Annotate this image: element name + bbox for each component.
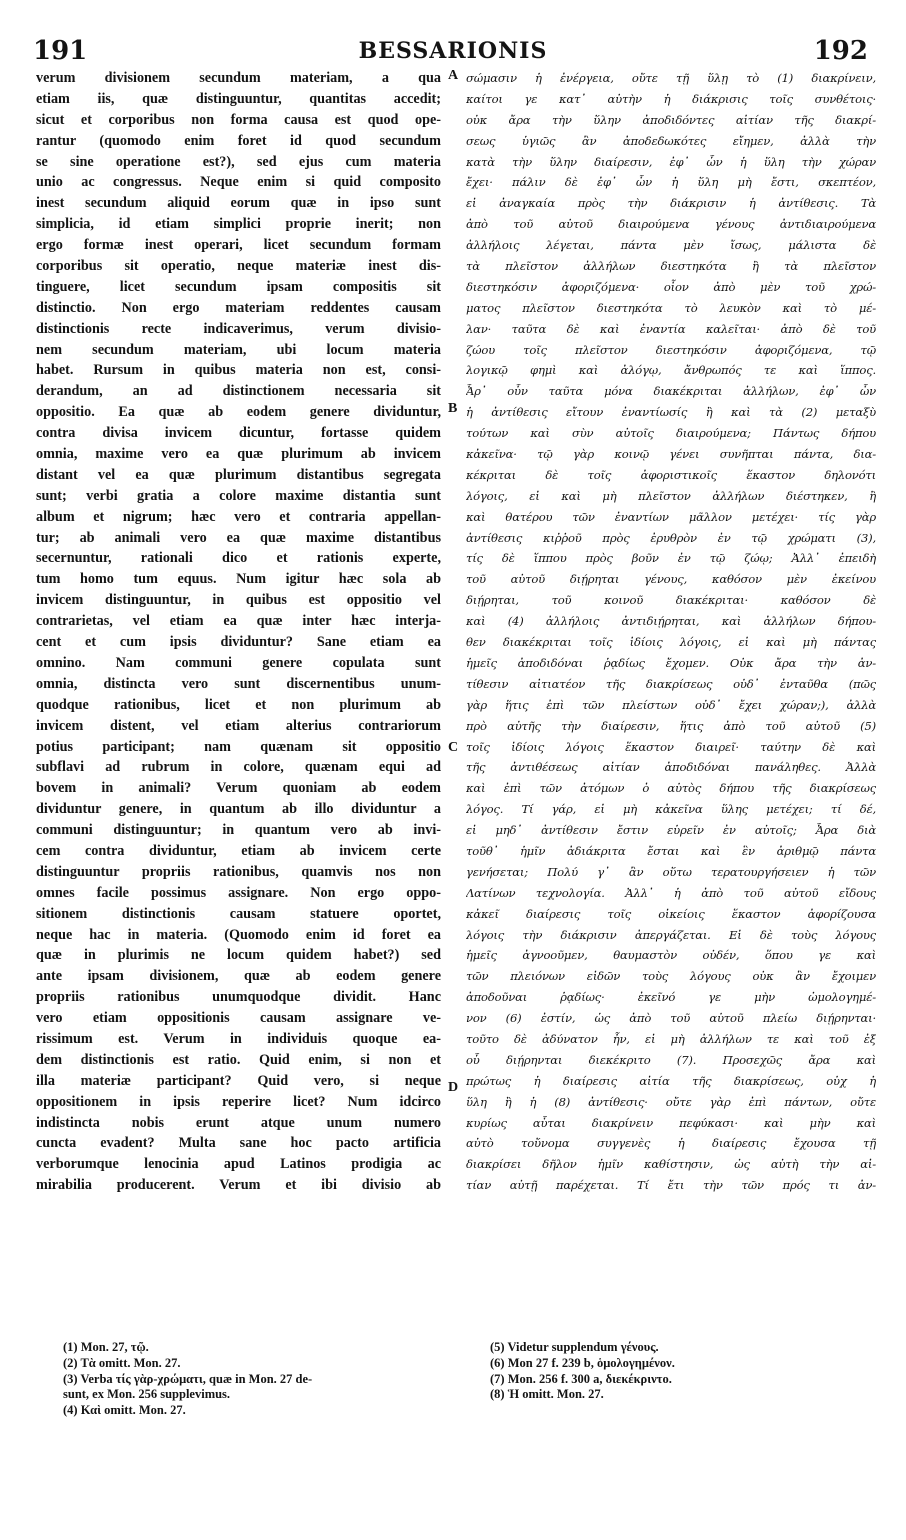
- greek-text-line: τῶν πλειόνων εἰδῶν τοὺς λόγους οὐκ ἂν ἔχοιμεν: [466, 969, 876, 984]
- greek-text-line: ἔχει· πάλιν δὲ ἐφ᾽ ὧν ἡ ὕλη μὴ ἔστι, σκεπτέον,: [466, 175, 876, 190]
- footnote: (3) Verba τίς γὰρ-χρώματι, quæ in Mon. 27 de-: [63, 1371, 313, 1386]
- latin-text-line: omnia, distincta vero sunt discernentibus unum-: [36, 675, 441, 692]
- footnote: (6) Mon 27 f. 239 b, ὁμολογημένον.: [490, 1355, 675, 1370]
- latin-text-line: bovem in animali? Verum quoniam ab eodem: [36, 780, 441, 797]
- latin-text-line: dem distinctionis est ratio. Quid enim, si non et: [36, 1051, 441, 1068]
- latin-text-line: ante ipsam divisionem, quæ ab eodem genere: [36, 968, 441, 985]
- right-page-number: 192: [813, 36, 868, 66]
- latin-text-line: distant vel ea quæ plurimum distantibus segregata: [36, 466, 441, 483]
- greek-text-line: τῆς ἀντιθέσεως αἰτίαν ἀποδιδόναι πανάληθες. Ἀλλὰ: [466, 760, 876, 775]
- latin-text-line: cuncta evadent? Multa sane hoc pacto artificia: [36, 1135, 441, 1152]
- latin-text-line: subflavi ad rubrum in colore, quænam equi ad: [36, 759, 441, 776]
- latin-text-line: mirabilia producerent. Verum et ibi divisio ab: [36, 1177, 441, 1194]
- greek-text-line: πρὸ αὐτῆς τὴν διαίρεσιν, ἥτις ἀπὸ τοῦ αὐτοῦ (5): [466, 718, 876, 733]
- page-header: [0, 28, 906, 68]
- latin-text-line: vero etiam oppositionis causam assignare ve-: [36, 1010, 441, 1027]
- greek-text-line: διῄρηται, τοῦ κοινοῦ διακέκριται· καθόσον δὲ: [466, 593, 876, 608]
- latin-text-line: verborumque lenocinia apud Latinos prodigia ac: [36, 1156, 441, 1173]
- greek-text-line: ζώου τοῖς πλεῖστον διεστηκόσιν ἀφοριζόμενα, τῷ: [466, 342, 876, 357]
- greek-column: [466, 68, 876, 1196]
- greek-text-line: λόγοις τὴν διάκρισιν ἀπεργάζεται. Εἰ δὲ τοὺς λόγους: [466, 927, 876, 942]
- latin-text-line: sunt; verbi gratia a colore maxime distantia sunt: [36, 487, 441, 504]
- greek-text-line: εἰ ἀναγκαία πρὸς τὴν διάκρισιν ἡ ἀντίθεσις. Τὰ: [466, 196, 876, 211]
- greek-text-line: τίθεσιν αἰτιατέον τῆς διακρίσεως οὐδ᾽ ἐνταῦθα (πῶς: [466, 676, 876, 691]
- greek-text-line: οὐκ ἄρα τὴν ὕλην ἀποδιδόντες αἰτίαν τῆς διακρί-: [466, 112, 876, 127]
- greek-text-line: διακρίσει δῆλον ἡμῖν καθίστησιν, ὡς αὐτὴ τὴν αἰ-: [466, 1157, 876, 1172]
- greek-text-line: καὶ (4) ἀλλήλοις ἀντιδιῄρηται, καὶ ἀλλήλων δήπου-: [466, 614, 876, 629]
- footnote: (2) Τὰ omitt. Mon. 27.: [63, 1355, 181, 1370]
- latin-text-line: rissimum est. Verum in individuis quoque ea-: [36, 1030, 441, 1047]
- greek-text-line: καὶ θατέρου τῶν ἐναντίων μᾶλλον μετέχει· τίς γὰρ: [466, 509, 876, 524]
- footnote: (5) Videtur supplendum γένους.: [490, 1340, 659, 1354]
- latin-text-line: unio ac congressus. Neque enim si quid composito: [36, 174, 441, 191]
- greek-text-line: νον (6) ἐστίν, ὡς ἀπὸ τοῦ αὐτοῦ πλείω διῄρηνται·: [466, 1011, 876, 1026]
- latin-text-line: invicem distent, vel etiam alterius contrariorum: [36, 717, 441, 734]
- latin-text-line: tur; ab animali vero ea quæ maxime distantibus: [36, 529, 441, 546]
- latin-text-line: distinctionis recte indicaverimus, verum divisio-: [36, 320, 441, 337]
- greek-text-line: τοῦ αὐτοῦ διῄρηται γένους, καθόσον μὲν ἐκείνου: [466, 572, 876, 587]
- margin-letter-d: D: [448, 1080, 459, 1095]
- footnote: (7) Mon. 256 f. 300 a, διεκέκριντο.: [490, 1371, 672, 1386]
- latin-text-line: nem secundum materiam, ubi locum materia: [36, 341, 441, 358]
- latin-text-line: tinguere, licet secundum ipsam compositis sit: [36, 278, 441, 295]
- margin-letter-b: B: [448, 401, 458, 416]
- greek-text-line: τούτων καὶ σὺν αὐτοῖς διαιρούμενα; Πάντως δήπου: [466, 426, 876, 441]
- greek-text-line: ἡμεῖς ἀποδιδόναι ῥᾳδίως ἔχομεν. Οὐκ ἄρα τὴν ἀν-: [466, 655, 876, 670]
- greek-text-line: σώμασιν ἡ ἐνέργεια, οὔτε τῇ ὕλῃ τὸ (1) διακρίνειν,: [466, 71, 876, 85]
- greek-text-line: κέκριται δὲ τοῖς ἀφοριστικοῖς ἕκαστον δηλονότι: [466, 467, 876, 482]
- greek-text-line: λογικῷ φημὶ καὶ ἀλόγῳ, ἄνθρωπός τε καὶ ἵππος.: [466, 363, 876, 378]
- latin-text-line: secernuntur, rationali dico et rationis experte,: [36, 550, 441, 567]
- latin-text-line: cem contra dividuntur, etiam ab invicem certe: [36, 842, 441, 859]
- latin-text-line: sitionem distinctionis causam statuere oportet,: [36, 905, 441, 922]
- latin-text-line: cent et cum ipsis dividuntur? Sane etiam ea: [36, 634, 441, 651]
- latin-text-line: potius participant; nam quænam sit oppositio: [36, 738, 441, 755]
- latin-text-line: contra divisa invicem dicuntur, fortasse quidem: [36, 425, 441, 442]
- latin-text-line: indistincta nobis erunt atque unum numero: [36, 1114, 441, 1131]
- greek-text-line: ἡμεῖς ἀγνοοῦμεν, θαυμαστὸν οὐδέν, ὅπου γε καὶ: [466, 948, 876, 963]
- latin-text-line: invicem distinguuntur, in quibus est oppositio vel: [36, 592, 441, 609]
- greek-text-line: καίτοι γε κατ᾽ αὐτὴν ἡ διάκρισις τοῖς συνθέτοις·: [466, 91, 876, 106]
- latin-text-line: omnes facile possimus assignare. Non ergo oppo-: [36, 884, 441, 901]
- latin-text-line: derandum, an ad distinctionem necessaria sit: [36, 383, 441, 400]
- greek-text-line: ὕλη ἢ ἡ (8) ἀντίθεσις· οὔτε γὰρ ἐπὶ πάντων, οὔτε: [466, 1094, 876, 1109]
- latin-text-line: album et nigrum; hæc vero et contraria appellan-: [36, 508, 441, 525]
- latin-text-line: communi distinguuntur; in quantum vero ab invi-: [36, 822, 441, 839]
- greek-text-line: τίαν αὐτῇ παρέχεται. Τί ἔτι τὴν τῶν πρός τι ἀν-: [466, 1178, 876, 1193]
- greek-text-line: τίς δὲ ἵππου πρὸς βοῦν ἐν τῷ ζώῳ; Ἀλλ᾽ ἐπειδὴ: [466, 551, 876, 566]
- latin-text-line: quæ in plurimis ne locum quidem habet?) sed: [36, 947, 441, 964]
- greek-text-line: τοῦθ᾽ ἡμῖν ἀδιάκριτα ἔσται καὶ ἓν ἀριθμῷ πάντα: [466, 843, 876, 858]
- greek-text-line: ἀπὸ τοῦ αὐτοῦ διαιρούμενα γένους ἀντιδιαιρούμενα: [466, 217, 876, 232]
- greek-text-line: λόγοις, εἰ καὶ μὴ πλεῖστον ἀλλήλων διέστηκεν, ἢ: [466, 488, 876, 503]
- greek-text-line: κἀκεῖνα· τῷ γὰρ κοινῷ γένει συνῆπται πάντα, δια-: [466, 447, 876, 462]
- footnotes-left: [63, 1340, 453, 1419]
- latin-column: [36, 68, 441, 1196]
- greek-text-line: τοῦτο δὲ ἀδύνατον ἦν, εἰ μὴ ἀλλήλων τε καὶ τοῦ ἐξ: [466, 1031, 876, 1046]
- latin-text-line: sicut et corporibus non forma causa est quod ope-: [36, 111, 441, 128]
- latin-text-line: dividuntur genere, in quantum ab illo dividuntur a: [36, 801, 441, 818]
- greek-text-line: γενήσεται; Πολύ γ᾽ ἂν οὕτω τερατουργήσειεν ἡ τῶν: [466, 864, 876, 879]
- greek-text-line: λαν· ταῦτα δὲ καὶ ἐναντία καλεῖται· ἀπὸ δὲ τοῦ: [466, 321, 876, 336]
- latin-text-line: rantur (quomodo enim foret id quod secundum: [36, 132, 441, 149]
- greek-text-line: θεν διακέκριται τοῖς ἰδίοις λόγοις, εἰ καὶ μὴ πάντας: [466, 635, 876, 650]
- greek-text-line: κἀκεῖ διαίρεσις τοῖς οἰκείοις ἕκαστον ἀφορίζουσα: [466, 906, 876, 921]
- latin-text-line: quodque rationibus, licet et non plurimum ab: [36, 696, 441, 713]
- latin-text-line: illa materiæ participant? Quid vero, si neque: [36, 1072, 441, 1089]
- footnote: (1) Mon. 27, τῷ.: [63, 1340, 149, 1354]
- latin-text-line: inest secundum aliquid eorum quæ in ipso sunt: [36, 195, 441, 212]
- latin-text-line: etiam iis, quæ distinguuntur, quantitas accedit;: [36, 90, 441, 107]
- greek-text-line: πρώτως ἡ διαίρεσις αἰτία τῆς διακρίσεως, οὐχ ἡ: [466, 1073, 876, 1088]
- greek-text-line: γὰρ ἥτις ἐπὶ τῶν πλείστων οὐδ᾽ ἔχει χώραν;), ἀλλὰ: [466, 697, 876, 712]
- latin-text-line: distinguuntur propriis rationibus, quamvis nos non: [36, 863, 441, 880]
- latin-text-line: neque hac in materia. (Quomodo enim id foret ea: [36, 926, 441, 943]
- latin-text-line: verum divisionem secundum materiam, a qua: [36, 70, 441, 86]
- greek-text-line: κυρίως αὗται διακρίνειν πεφύκασι· καὶ μὴν καὶ: [466, 1115, 876, 1130]
- footnote: (4) Καὶ omitt. Mon. 27.: [63, 1403, 186, 1418]
- latin-text-line: tum homo tum equus. Num igitur hæc sola ab: [36, 571, 441, 588]
- latin-text-line: ergo formæ inest operari, licet secundum formam: [36, 237, 441, 254]
- greek-text-line: εἰ μηδ᾽ ἀντίθεσιν ἔστιν εὑρεῖν ἐν αὐτοῖς; Ἆρα διὰ: [466, 823, 876, 838]
- footnote: (8) Ἡ omitt. Mon. 27.: [490, 1387, 604, 1402]
- footnote: sunt, ex Mon. 256 supplevimus.: [63, 1387, 231, 1402]
- latin-text-line: omnia, maxime vero ea quæ plurimum ab invicem: [36, 446, 441, 463]
- greek-text-line: καὶ ἐπὶ τῶν ἀτόμων ὁ αὐτὸς δήπου τῆς διακρίσεως: [466, 781, 876, 796]
- greek-text-line: ματος πλεῖστον διεστηκότα τὸ λευκὸν καὶ τὸ μέ-: [466, 300, 876, 315]
- running-title: BESSARIONIS: [358, 38, 548, 64]
- greek-text-line: σεως ὑγιῶς ἂν ἀποδεδωκότες εἴημεν, ἀλλὰ τὴν: [466, 133, 876, 148]
- left-page-number: 191: [33, 36, 88, 66]
- greek-text-line: ἀντίθεσις κιῤῥοῦ πρὸς ἐρυθρὸν ἐν τῷ χρώματι (3),: [466, 530, 876, 545]
- greek-text-line: ἡ ἀντίθεσις εἴτουν ἐναντίωσίς ἢ καὶ τὰ (2) μεταξὺ: [466, 405, 876, 420]
- footnotes-right: [490, 1340, 870, 1403]
- latin-text-line: habet. Rursum in quibus materia non est, consi-: [36, 362, 441, 379]
- latin-text-line: simplicia, id etiam simplici proprie inerit; non: [36, 216, 441, 233]
- greek-text-line: οὗ διῄρηνται διεκέκριτο (7). Προσεχῶς ἄρα καὶ: [466, 1052, 876, 1067]
- greek-text-line: κατὰ τὴν ὕλην διαίρεσιν, ἐφ᾽ ὧν ἡ ὕλη τὴν χώραν: [466, 154, 876, 169]
- greek-text-line: τὰ πλεῖστον ἀλλήλων διεστηκότα ἢ τὰ πλεῖστον: [466, 259, 876, 274]
- latin-text-line: contrarietas, vel etiam ea quæ inter hæc interja-: [36, 613, 441, 630]
- latin-text-line: oppositionem in ipsis reperire licet? Num idcirco: [36, 1093, 441, 1110]
- latin-text-line: omnino. Nam communi genere copulata sunt: [36, 654, 441, 671]
- greek-text-line: τοῖς ἰδίοις λόγοις ἕκαστον διαιρεῖ· ταύτην δὲ καὶ: [466, 739, 876, 754]
- latin-text-line: corporibus sit operatio, neque materiæ inest dis-: [36, 258, 441, 275]
- latin-text-line: distinctio. Non ergo materiam reddentes causam: [36, 299, 441, 316]
- greek-text-line: λόγος. Τί γάρ, εἰ μὴ κἀκεῖνα ὕλης μετέχει; τί δέ,: [466, 802, 876, 817]
- greek-text-line: διεστηκόσιν ἀφοριζόμενα· οἷον ἀπὸ μὲν τοῦ χρώ-: [466, 279, 876, 294]
- greek-text-line: Ἆρ᾽ οὖν ταῦτα μόνα διακέκριται ἀλλήλων, ἐφ᾽ ὧν: [466, 384, 876, 399]
- margin-letter-a: A: [448, 68, 459, 83]
- greek-text-line: ἀλλήλοις λέγεται, πάντα μὲν ἴσως, μάλιστα δὲ: [466, 238, 876, 253]
- greek-text-line: Λατίνων τεχνολογία. Ἀλλ᾽ ἡ ἀπὸ τοῦ αὐτοῦ εἴδους: [466, 885, 876, 900]
- latin-text-line: oppositio. Ea quæ ab eodem genere dividuntur,: [36, 404, 441, 421]
- latin-text-line: propriis rationibus unumquodque dividit. Hanc: [36, 989, 441, 1006]
- latin-text-line: se sine operatione est?), sed ejus cum materia: [36, 153, 441, 170]
- greek-text-line: αὐτὸ τοὔνομα συγγενὲς ἡ διαίρεσις ἔχουσα τῇ: [466, 1136, 876, 1151]
- margin-letter-c: C: [448, 740, 459, 755]
- greek-text-line: ἀποδοῦναι ῥᾳδίως· ἐκεῖνό γε μὴν ὡμολογημέ-: [466, 990, 876, 1005]
